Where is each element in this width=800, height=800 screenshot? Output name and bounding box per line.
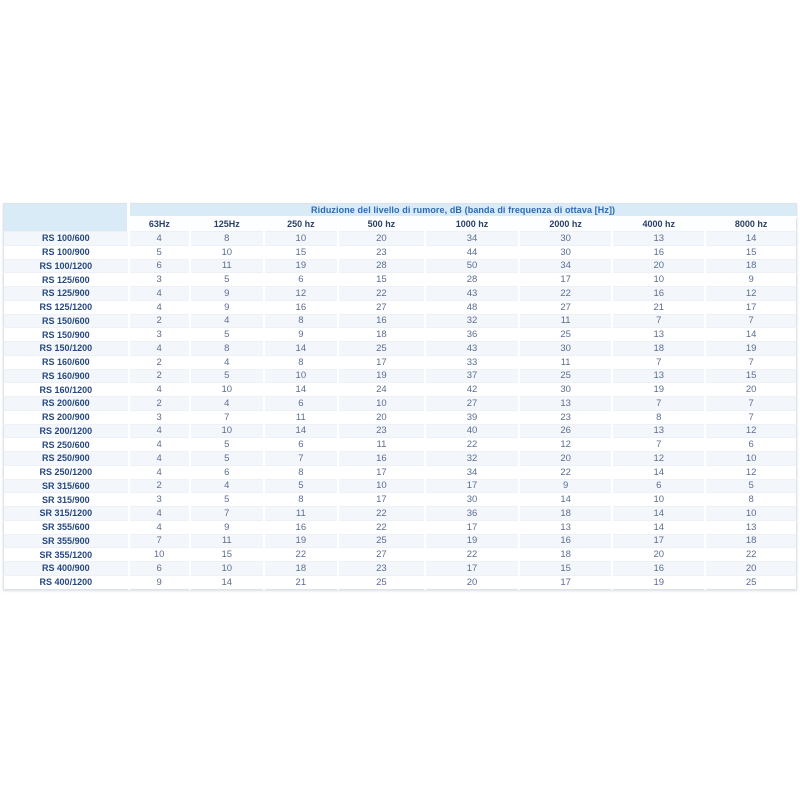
value-cell: 6 [705, 438, 796, 452]
value-cell: 30 [519, 383, 612, 397]
value-cell: 5 [190, 328, 264, 342]
value-cell: 14 [264, 342, 338, 356]
table-body [4, 232, 797, 590]
value-cell: 28 [425, 273, 519, 287]
row-label: RS 200/600 [4, 397, 129, 411]
value-cell: 22 [425, 548, 519, 562]
value-cell: 6 [264, 273, 338, 287]
value-cell: 16 [519, 534, 612, 548]
row-label: RS 150/900 [4, 328, 129, 342]
table-title: Riduzione del livello di rumore, dB (banda di frequenza di ottava [Hz]) [129, 204, 797, 217]
value-cell: 20 [338, 232, 425, 246]
value-cell: 17 [425, 520, 519, 534]
value-cell: 22 [338, 520, 425, 534]
value-cell: 15 [705, 245, 796, 259]
value-cell: 17 [519, 575, 612, 589]
value-cell: 16 [338, 314, 425, 328]
value-cell: 14 [264, 424, 338, 438]
value-cell: 7 [705, 355, 796, 369]
value-cell: 4 [190, 314, 264, 328]
row-label: SR 355/1200 [4, 548, 129, 562]
value-cell: 4 [129, 438, 190, 452]
frequency-column-header: 4000 hz [612, 217, 705, 232]
value-cell: 33 [425, 355, 519, 369]
value-cell: 5 [190, 493, 264, 507]
value-cell: 13 [705, 520, 796, 534]
value-cell: 16 [264, 300, 338, 314]
value-cell: 4 [190, 355, 264, 369]
table-row [4, 452, 797, 466]
value-cell: 20 [705, 562, 796, 576]
value-cell: 27 [338, 300, 425, 314]
value-cell: 7 [129, 534, 190, 548]
value-cell: 7 [705, 397, 796, 411]
value-cell: 15 [264, 245, 338, 259]
value-cell: 5 [190, 273, 264, 287]
value-cell: 2 [129, 479, 190, 493]
value-cell: 2 [129, 355, 190, 369]
frequency-column-header: 125Hz [190, 217, 264, 232]
value-cell: 8 [612, 410, 705, 424]
value-cell: 10 [264, 232, 338, 246]
value-cell: 22 [338, 287, 425, 301]
frequency-column-header: 500 hz [338, 217, 425, 232]
value-cell: 4 [190, 479, 264, 493]
row-label: RS 125/900 [4, 287, 129, 301]
row-label: RS 160/600 [4, 355, 129, 369]
value-cell: 5 [264, 479, 338, 493]
value-cell: 11 [190, 534, 264, 548]
value-cell: 10 [190, 245, 264, 259]
row-label: RS 200/1200 [4, 424, 129, 438]
value-cell: 7 [612, 397, 705, 411]
value-cell: 11 [190, 259, 264, 273]
value-cell: 9 [519, 479, 612, 493]
value-cell: 48 [425, 300, 519, 314]
value-cell: 10 [338, 397, 425, 411]
value-cell: 50 [425, 259, 519, 273]
value-cell: 6 [264, 438, 338, 452]
value-cell: 44 [425, 245, 519, 259]
value-cell: 12 [612, 452, 705, 466]
value-cell: 28 [338, 259, 425, 273]
value-cell: 43 [425, 287, 519, 301]
table-row [4, 300, 797, 314]
value-cell: 19 [425, 534, 519, 548]
value-cell: 12 [264, 287, 338, 301]
table-row [4, 314, 797, 328]
row-label: RS 250/1200 [4, 465, 129, 479]
value-cell: 25 [338, 575, 425, 589]
table-row [4, 438, 797, 452]
frequency-column-header: 8000 hz [705, 217, 796, 232]
value-cell: 10 [612, 493, 705, 507]
value-cell: 4 [129, 342, 190, 356]
value-cell: 13 [519, 397, 612, 411]
row-label: SR 315/1200 [4, 507, 129, 521]
table-row [4, 355, 797, 369]
value-cell: 9 [264, 328, 338, 342]
value-cell: 3 [129, 493, 190, 507]
row-label: SR 355/600 [4, 520, 129, 534]
value-cell: 10 [612, 273, 705, 287]
table-row [4, 397, 797, 411]
value-cell: 26 [519, 424, 612, 438]
value-cell: 11 [519, 314, 612, 328]
row-label: RS 100/900 [4, 245, 129, 259]
value-cell: 14 [612, 520, 705, 534]
table-row [4, 520, 797, 534]
table-row [4, 273, 797, 287]
row-label: RS 125/1200 [4, 300, 129, 314]
noise-reduction-table [3, 203, 797, 590]
value-cell: 34 [425, 232, 519, 246]
value-cell: 37 [425, 369, 519, 383]
value-cell: 30 [519, 245, 612, 259]
value-cell: 23 [338, 424, 425, 438]
value-cell: 14 [612, 507, 705, 521]
value-cell: 17 [519, 273, 612, 287]
value-cell: 12 [705, 424, 796, 438]
value-cell: 6 [190, 465, 264, 479]
value-cell: 4 [129, 520, 190, 534]
value-cell: 17 [705, 300, 796, 314]
value-cell: 20 [612, 259, 705, 273]
value-cell: 4 [129, 507, 190, 521]
value-cell: 21 [612, 300, 705, 314]
value-cell: 14 [519, 493, 612, 507]
value-cell: 11 [338, 438, 425, 452]
value-cell: 12 [705, 465, 796, 479]
table-row [4, 342, 797, 356]
table-row [4, 232, 797, 246]
value-cell: 7 [705, 314, 796, 328]
value-cell: 7 [612, 314, 705, 328]
value-cell: 39 [425, 410, 519, 424]
row-label: RS 160/900 [4, 369, 129, 383]
value-cell: 7 [612, 438, 705, 452]
value-cell: 20 [612, 548, 705, 562]
value-cell: 7 [264, 452, 338, 466]
value-cell: 32 [425, 314, 519, 328]
value-cell: 19 [338, 369, 425, 383]
value-cell: 12 [519, 438, 612, 452]
value-cell: 17 [338, 465, 425, 479]
row-label: RS 150/600 [4, 314, 129, 328]
value-cell: 7 [612, 355, 705, 369]
value-cell: 13 [612, 232, 705, 246]
value-cell: 10 [129, 548, 190, 562]
value-cell: 4 [129, 300, 190, 314]
value-cell: 12 [705, 287, 796, 301]
value-cell: 19 [612, 575, 705, 589]
value-cell: 4 [129, 287, 190, 301]
value-cell: 8 [264, 493, 338, 507]
value-cell: 8 [190, 232, 264, 246]
value-cell: 7 [190, 507, 264, 521]
value-cell: 7 [705, 410, 796, 424]
value-cell: 17 [612, 534, 705, 548]
value-cell: 15 [338, 273, 425, 287]
table-row [4, 575, 797, 589]
value-cell: 18 [338, 328, 425, 342]
value-cell: 10 [705, 507, 796, 521]
value-cell: 18 [519, 548, 612, 562]
value-cell: 6 [264, 397, 338, 411]
value-cell: 11 [264, 507, 338, 521]
row-label: SR 355/900 [4, 534, 129, 548]
value-cell: 3 [129, 410, 190, 424]
value-cell: 11 [264, 410, 338, 424]
frequency-column-header: 250 hz [264, 217, 338, 232]
value-cell: 8 [190, 342, 264, 356]
value-cell: 22 [425, 438, 519, 452]
value-cell: 5 [129, 245, 190, 259]
table-row [4, 534, 797, 548]
value-cell: 19 [612, 383, 705, 397]
value-cell: 11 [519, 355, 612, 369]
table-row [4, 479, 797, 493]
value-cell: 13 [612, 328, 705, 342]
value-cell: 4 [129, 232, 190, 246]
value-cell: 9 [190, 300, 264, 314]
value-cell: 16 [612, 562, 705, 576]
value-cell: 14 [705, 232, 796, 246]
value-cell: 22 [519, 465, 612, 479]
value-cell: 4 [129, 424, 190, 438]
value-cell: 10 [264, 369, 338, 383]
table-row [4, 383, 797, 397]
value-cell: 22 [705, 548, 796, 562]
value-cell: 19 [705, 342, 796, 356]
value-cell: 7 [190, 410, 264, 424]
value-cell: 17 [425, 562, 519, 576]
value-cell: 30 [519, 232, 612, 246]
value-cell: 16 [264, 520, 338, 534]
row-label: RS 250/900 [4, 452, 129, 466]
value-cell: 17 [425, 479, 519, 493]
value-cell: 22 [264, 548, 338, 562]
value-cell: 42 [425, 383, 519, 397]
value-cell: 22 [338, 507, 425, 521]
value-cell: 4 [129, 465, 190, 479]
value-cell: 36 [425, 507, 519, 521]
value-cell: 21 [264, 575, 338, 589]
value-cell: 16 [338, 452, 425, 466]
value-cell: 14 [612, 465, 705, 479]
value-cell: 25 [338, 342, 425, 356]
table-row [4, 562, 797, 576]
value-cell: 6 [129, 562, 190, 576]
value-cell: 40 [425, 424, 519, 438]
value-cell: 15 [190, 548, 264, 562]
value-cell: 3 [129, 328, 190, 342]
value-cell: 16 [612, 287, 705, 301]
value-cell: 27 [338, 548, 425, 562]
value-cell: 4 [129, 452, 190, 466]
value-cell: 23 [338, 562, 425, 576]
value-cell: 2 [129, 397, 190, 411]
value-cell: 8 [264, 355, 338, 369]
value-cell: 25 [705, 575, 796, 589]
value-cell: 17 [338, 355, 425, 369]
value-cell: 14 [264, 383, 338, 397]
frequency-column-header: 2000 hz [519, 217, 612, 232]
row-label: RS 125/600 [4, 273, 129, 287]
value-cell: 9 [190, 520, 264, 534]
value-cell: 25 [519, 369, 612, 383]
table-row [4, 259, 797, 273]
table-row [4, 328, 797, 342]
value-cell: 20 [519, 452, 612, 466]
value-cell: 34 [519, 259, 612, 273]
value-cell: 27 [425, 397, 519, 411]
table-row [4, 465, 797, 479]
value-cell: 2 [129, 314, 190, 328]
table-row [4, 287, 797, 301]
value-cell: 14 [190, 575, 264, 589]
value-cell: 19 [264, 534, 338, 548]
value-cell: 10 [705, 452, 796, 466]
value-cell: 22 [519, 287, 612, 301]
row-label: RS 400/1200 [4, 575, 129, 589]
row-label: RS 250/600 [4, 438, 129, 452]
value-cell: 13 [519, 520, 612, 534]
row-label: RS 160/1200 [4, 383, 129, 397]
value-cell: 9 [705, 273, 796, 287]
value-cell: 43 [425, 342, 519, 356]
frequency-column-header: 63Hz [129, 217, 190, 232]
band-header-row [4, 204, 797, 217]
value-cell: 8 [705, 493, 796, 507]
row-label: SR 315/600 [4, 479, 129, 493]
value-cell: 10 [190, 383, 264, 397]
value-cell: 19 [264, 259, 338, 273]
value-cell: 10 [190, 424, 264, 438]
value-cell: 9 [190, 287, 264, 301]
value-cell: 10 [338, 479, 425, 493]
value-cell: 5 [705, 479, 796, 493]
value-cell: 15 [519, 562, 612, 576]
value-cell: 18 [705, 534, 796, 548]
value-cell: 15 [705, 369, 796, 383]
value-cell: 23 [519, 410, 612, 424]
value-cell: 4 [190, 397, 264, 411]
value-cell: 13 [612, 369, 705, 383]
row-label: RS 150/1200 [4, 342, 129, 356]
value-cell: 20 [338, 410, 425, 424]
value-cell: 16 [612, 245, 705, 259]
value-cell: 18 [264, 562, 338, 576]
value-cell: 14 [705, 328, 796, 342]
value-cell: 27 [519, 300, 612, 314]
value-cell: 17 [338, 493, 425, 507]
row-label: RS 200/900 [4, 410, 129, 424]
table-row [4, 493, 797, 507]
value-cell: 30 [519, 342, 612, 356]
value-cell: 2 [129, 369, 190, 383]
value-cell: 13 [612, 424, 705, 438]
table-row [4, 507, 797, 521]
noise-reduction-table-wrap [3, 203, 797, 590]
value-cell: 36 [425, 328, 519, 342]
value-cell: 6 [612, 479, 705, 493]
value-cell: 18 [519, 507, 612, 521]
value-cell: 8 [264, 314, 338, 328]
value-cell: 3 [129, 273, 190, 287]
value-cell: 34 [425, 465, 519, 479]
value-cell: 24 [338, 383, 425, 397]
value-cell: 18 [705, 259, 796, 273]
value-cell: 25 [519, 328, 612, 342]
row-label: SR 315/900 [4, 493, 129, 507]
value-cell: 18 [612, 342, 705, 356]
table-corner-cell [4, 204, 129, 232]
value-cell: 32 [425, 452, 519, 466]
row-label: RS 100/1200 [4, 259, 129, 273]
value-cell: 6 [129, 259, 190, 273]
table-row [4, 424, 797, 438]
table-row [4, 410, 797, 424]
value-cell: 10 [190, 562, 264, 576]
value-cell: 8 [264, 465, 338, 479]
row-label: RS 100/600 [4, 232, 129, 246]
value-cell: 25 [338, 534, 425, 548]
value-cell: 5 [190, 369, 264, 383]
value-cell: 5 [190, 438, 264, 452]
value-cell: 4 [129, 383, 190, 397]
value-cell: 20 [425, 575, 519, 589]
value-cell: 30 [425, 493, 519, 507]
row-label: RS 400/900 [4, 562, 129, 576]
table-row [4, 245, 797, 259]
value-cell: 20 [705, 383, 796, 397]
table-row [4, 369, 797, 383]
frequency-column-header: 1000 hz [425, 217, 519, 232]
table-row [4, 548, 797, 562]
value-cell: 9 [129, 575, 190, 589]
value-cell: 23 [338, 245, 425, 259]
value-cell: 5 [190, 452, 264, 466]
